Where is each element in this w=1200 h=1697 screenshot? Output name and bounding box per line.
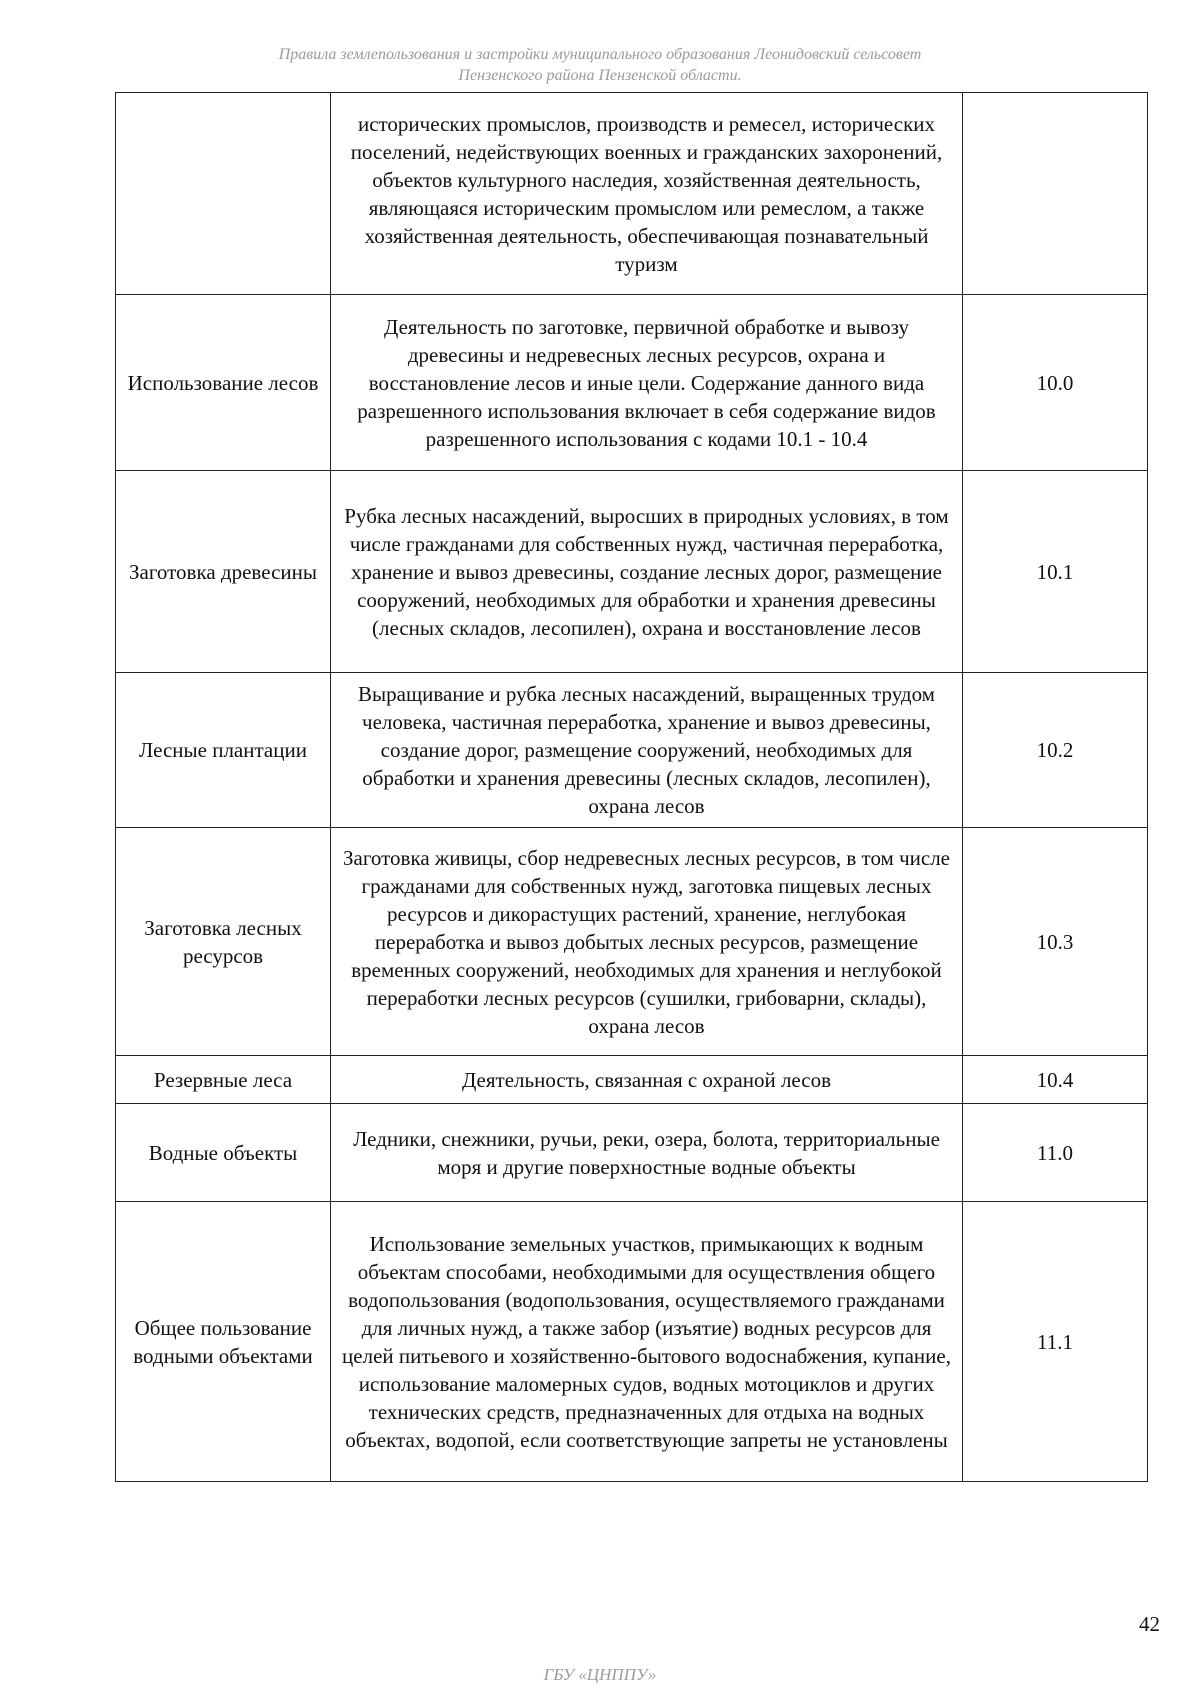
use-description-cell: Рубка лесных насаждений, выросших в природных условиях, в том числе гражданами для собственных нужд, частичная переработка, хранение и вывоз древесины, создание лесных дорог, размещение сооружений, необходимых для обработки и хранения древесины (лесных складов, лесопилен), охрана и восстановление лесов [331,471,963,673]
use-name-cell: Общее пользование водными объектами [116,1202,331,1482]
use-code-cell: 10.4 [963,1056,1148,1104]
header-line-2: Пензенского района Пензенской области. [458,67,742,84]
use-description-cell: Выращивание и рубка лесных насаждений, выращенных трудом человека, частичная переработка, хранение и вывоз древесины, создание дорог, размещение сооружений, необходимых для обработки и хранения древесины (лесных складов, лесопилен), охрана лесов [331,673,963,828]
use-description-cell: Заготовка живицы, сбор недревесных лесных ресурсов, в том числе гражданами для собственных нужд, заготовка пищевых лесных ресурсов и дикорастущих растений, хранение, неглубокая переработка и вывоз добытых лесных ресурсов, размещение временных сооружений, необходимых для хранения и неглубокой переработки лесных ресурсов (сушилки, грибоварни, склады), охрана лесов [331,828,963,1056]
use-name-cell: Заготовка лесных ресурсов [116,828,331,1056]
table-row [116,1104,1148,1202]
use-code-cell [963,93,1148,295]
table-row [116,1056,1148,1104]
use-description-cell: Деятельность по заготовке, первичной обработке и вывозу древесины и недревесных лесных ресурсов, охрана и восстановление лесов и иные цели. Содержание данного вида разрешенного использования включает в себя содержание видов разрешенного использования с кодами 10.1 - 10.4 [331,295,963,471]
page-header [160,44,1040,86]
table-row [116,295,1148,471]
use-code-cell: 11.1 [963,1202,1148,1482]
table-row [116,673,1148,828]
use-name-cell [116,93,331,295]
use-name-cell: Резервные леса [116,1056,331,1104]
use-description-cell: Деятельность, связанная с охраной лесов [331,1056,963,1104]
use-code-cell: 10.1 [963,471,1148,673]
table-row [116,828,1148,1056]
use-description-cell: Использование земельных участков, примыкающих к водным объектам способами, необходимыми для осуществления общего водопользования (водопользования, осуществляемого гражданами для личных нужд, а также забор (изъятие) водных ресурсов для целей питьевого и хозяйственно-бытового водоснабжения, купание, использование маломерных судов, водных мотоциклов и других технических средств, предназначенных для отдыха на водных объектах, водопой, если соответствующие запреты не установлены [331,1202,963,1482]
use-name-cell: Заготовка древесины [116,471,331,673]
use-description-cell: Ледники, снежники, ручьи, реки, озера, болота, территориальные моря и другие поверхностные водные объекты [331,1104,963,1202]
use-name-cell: Использование лесов [116,295,331,471]
use-name-cell: Лесные плантации [116,673,331,828]
table-row [116,471,1148,673]
land-use-table [115,92,1148,1482]
page-number: 42 [1139,1612,1160,1636]
use-code-cell: 11.0 [963,1104,1148,1202]
use-code-cell: 10.3 [963,828,1148,1056]
use-description-cell: исторических промыслов, производств и ремесел, исторических поселений, недействующих военных и гражданских захоронений, объектов культурного наследия, хозяйственная деятельность, являющаяся историческим промыслом или ремеслом, а также хозяйственная деятельность, обеспечивающая познавательный туризм [331,93,963,295]
page-footer: ГБУ «ЦНППУ» [543,1665,657,1684]
header-line-1: Правила землепользования и застройки муниципального образования Леонидовский сельсовет [278,46,922,63]
use-name-cell: Водные объекты [116,1104,331,1202]
table-row [116,93,1148,295]
use-code-cell: 10.0 [963,295,1148,471]
table-row [116,1202,1148,1482]
use-code-cell: 10.2 [963,673,1148,828]
